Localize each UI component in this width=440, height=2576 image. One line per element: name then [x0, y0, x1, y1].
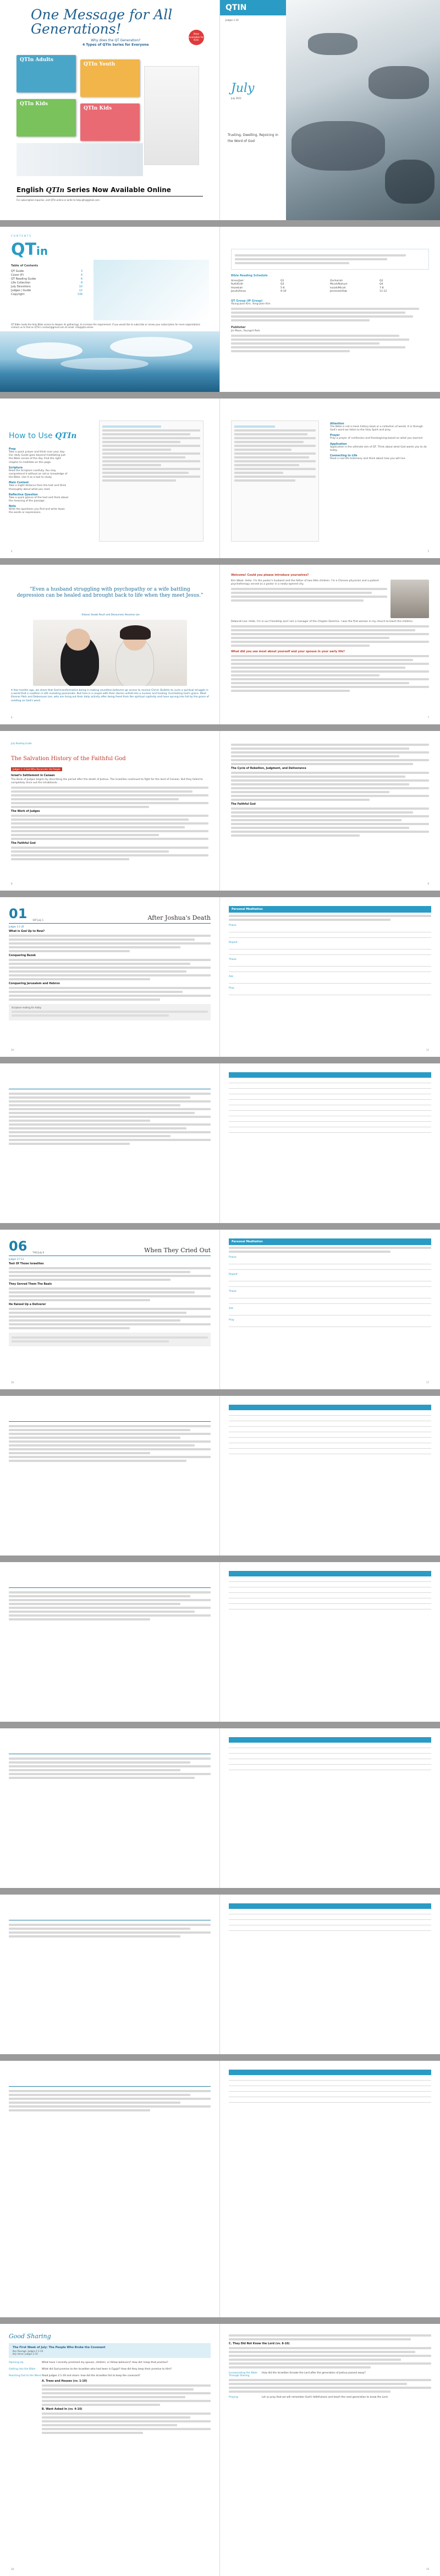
step-title: Prep: [9, 448, 16, 451]
day-subhead: Test Of Those Israelites: [9, 1263, 44, 1265]
meditation-page-filler: [220, 1396, 440, 1556]
page-number: 6: [11, 716, 13, 719]
step-title: Prayer: [330, 434, 340, 438]
gs-passage: Key Passage: Judges 2:1-19: [13, 2349, 43, 2353]
verse-box: [231, 249, 429, 270]
meditation-label: Ask: [229, 1307, 234, 1310]
cover-issue: Judges 1-10: [226, 19, 239, 21]
toc-label: July Devotions: [11, 285, 31, 288]
toc-label: Copyright: [11, 292, 25, 296]
interview-photo: [391, 580, 429, 618]
book-title: QTIn Kids: [20, 101, 48, 107]
day-title: After Joshua's Death: [147, 914, 211, 921]
toc-note: QT Bible reads the Holy Bible verses to deepen its gatherings, to increase the requirement. If you would like to subscribe or renew your subscription for more organizations contact us to Text on QTIn's contact@gmail.com at email: info@qtin.online: [11, 323, 200, 329]
schedule-row: Jonah/Amos 9-10 Jeremiah/Hab 11-12: [231, 290, 387, 293]
aside-label: Scripture reading for today: [12, 1006, 42, 1009]
gs-row-text: Read Judges 2:1-19 and share: how did the Israelites fail to keep the covenant?: [42, 2374, 140, 2377]
day-date: SAT July 1: [32, 919, 44, 921]
schedule-title: Bible Reading Schedule: [231, 274, 268, 277]
meditation-label: Praise: [229, 1256, 237, 1259]
day-subhead: He Raised Up a Deliverer: [9, 1303, 46, 1306]
pull-quote: "Even a husband struggling with psychopathy or a wife battling depression can be healed and brought back to life when they meet Jesus.": [16, 587, 204, 598]
gs-row-text: What did God promise to the Israelites who had been in Egypt? How did they keep their promise to Him?: [42, 2367, 172, 2371]
sample-page-image: [231, 421, 319, 542]
gs-point: C. They Did Not Know the Lord (vv. 8-10): [229, 2343, 290, 2345]
section-subhead: The Faithful God: [231, 803, 256, 806]
gs-row-text: Let us pray that we will remember God's faithfulness and teach the next generation to know the Lord.: [262, 2396, 388, 2399]
spread-day-filler: [0, 1063, 440, 1223]
devotion-page: [0, 897, 220, 1057]
day-ref: Judges 1:1-26: [9, 925, 24, 928]
step-text: Read the Scripture carefully. You may comprehend it without an aid or knowledge of the Bible. Use it as a tool to study.: [9, 469, 68, 479]
meditation-page-filler: [220, 1895, 440, 2054]
gs-header-text: The First Week of July: The People Who Broke the Covenant: [13, 2346, 106, 2349]
devotion-page-filler: [0, 2061, 220, 2317]
spread-day-filler: [0, 2061, 440, 2317]
page-number: 17: [426, 1381, 429, 1384]
writing-line[interactable]: [229, 1322, 431, 1327]
step-text: Write the questions you find and write down the words or expressions.: [9, 508, 65, 515]
meditation-page-filler: [220, 1728, 440, 1888]
day-subhead: What is God Up to Now?: [9, 930, 45, 933]
meditation-label: Pray: [229, 1319, 234, 1322]
scripture-aside: [9, 1004, 211, 1020]
toc-row[interactable]: [11, 293, 82, 297]
toc-page: 136: [77, 292, 82, 296]
page-number: 10: [11, 1049, 14, 1051]
section-subhead: Israel's Settlement in Canaan: [11, 774, 55, 777]
interview-heading: Welcome! Could you please introduce yourselves?: [231, 574, 309, 577]
couple-photo: [33, 620, 187, 686]
spread-day-filler: [0, 1895, 440, 2054]
good-sharing-header: [9, 2343, 211, 2358]
writing-line[interactable]: [229, 927, 431, 932]
toc-page: 8: [80, 281, 82, 285]
toc-row[interactable]: [11, 289, 82, 293]
ad-banner-title: One Message for All Generations!: [31, 7, 173, 37]
devotion-page-filler: [0, 1728, 220, 1888]
cover-vertical: July 2023: [231, 97, 241, 100]
book-cover: [80, 103, 140, 141]
writing-line[interactable]: [229, 1281, 431, 1287]
interview-page: [0, 565, 220, 724]
gs-key-verse: Key Verse: Judges 2:10: [13, 2352, 38, 2355]
toc-row[interactable]: [11, 270, 82, 274]
contents-page: [0, 227, 220, 392]
page-number: 11: [426, 1049, 429, 1051]
spread-day-filler: [0, 1728, 440, 1888]
toc-title: Table of Contents: [11, 264, 38, 268]
gs-question-row: [229, 2372, 431, 2377]
gs-point: B. Want Asked In (vv. 4-10): [42, 2408, 82, 2411]
page-number: 9: [427, 882, 429, 885]
gs-row-label: Reaching Out to the Word: [9, 2374, 41, 2377]
gs-row-label: Getting into the Bible: [9, 2367, 36, 2371]
interview-text: Deborah Lee: Hello. I'm in our friendship and I am a manager of the Chapter Doctrine. I was the first woman in my church to teach the children.: [231, 620, 414, 623]
reading-guide-page-right: [220, 731, 440, 891]
day-subhead: They Served Them The Baals: [9, 1283, 52, 1286]
section-title: The Salvation History of the Faithful God: [11, 756, 126, 762]
gs-row-label: Incorporating the Bible Through Sharing: [229, 2372, 257, 2377]
writing-line[interactable]: [229, 1259, 431, 1264]
page-number: 4: [11, 550, 13, 553]
book-title: QTIn Adults: [20, 57, 53, 63]
section-subhead: The Cycle of Rebellion, Judgment, and Deliverance: [231, 767, 306, 770]
writing-line[interactable]: [229, 978, 431, 984]
sample-page-image: [99, 421, 204, 542]
step-text: Application is the ultimate aim of QT. Think about what God wants you to do today.: [330, 445, 427, 452]
ad-footer-suffix: Series Now Available Online: [64, 186, 171, 194]
page-number: 19: [426, 2568, 429, 2570]
interview-text: Kim Wook: Hello. I'm the pastor's husband and the father of two little children. I'm a Chinese physician and a patient psychotherapy served as a pastor in a newly-opened city.: [231, 579, 379, 586]
logo-q: QT: [11, 240, 36, 259]
writing-line[interactable]: [229, 1293, 431, 1298]
logo-in: in: [36, 244, 48, 258]
schedule-row: Hezekiah 5-6 Isaiah/Micah 7-8: [231, 286, 384, 290]
ad-footer-title: [16, 186, 203, 194]
good-sharing-page: [0, 2324, 220, 2576]
step-title: Main Content: [9, 482, 29, 485]
ad-footer-prefix: English: [16, 186, 46, 194]
writing-line[interactable]: [229, 1264, 431, 1270]
cover-spine: [220, 0, 286, 220]
writing-line[interactable]: [229, 967, 431, 972]
day-number: 01: [9, 906, 28, 921]
toc-label: Cover (P): [11, 273, 24, 277]
book-stack: [16, 55, 204, 179]
section-text: The Book of Judges begins by describing the period after the death of Joshua. The Israelites continued to fight for the land of Canaan. But they failed to completely drive out the inhabitants.: [11, 778, 203, 785]
writing-line[interactable]: [229, 1298, 431, 1304]
devotion-page-filler: [0, 1562, 220, 1722]
ad-footer-note: For subscription inquiries, visit QTIn.online or write to help.qtin@gmail.com: [16, 199, 100, 201]
good-sharing-page-right: [220, 2324, 440, 2576]
day-subhead: Conquering Bezek: [9, 954, 36, 957]
day-subhead: Conquering Jerusalem and Hebron: [9, 983, 60, 985]
reading-guide-page: [0, 731, 220, 891]
how-to-use-brand: QTIn: [55, 432, 77, 440]
devotion-page-filler: [0, 1396, 220, 1556]
step-text: Read a real-life testimony and think about how you will live.: [330, 457, 406, 461]
interview-caption: A few months ago, we share that God transformative being is making countless believers go across to receive Christ. Bulletin to cycle a spiritual struggle in a world that a coalition is still revealing passionate. But here is a couple with their stories unfold into a nuclear and healing. Everlasting God's grace. Meet Eleanor Park and Deborouse Lee, who are living out their daily activity after being freed from the spiritual captivity and have sprung into full by the grace of residing on God's word.: [11, 689, 209, 702]
how-steps-right: [330, 421, 429, 461]
step-title: Scripture: [9, 466, 23, 470]
toc-page: 10: [79, 285, 82, 288]
book-title: QTIn Youth: [84, 62, 116, 67]
ad-page: [0, 0, 220, 220]
cover-rock-painting: [286, 0, 440, 220]
writing-line[interactable]: [229, 1310, 431, 1316]
ad-footer-brand: QTIn: [46, 186, 65, 194]
cover-tagline: Trusting, Dwelling, Rejoicing in the Word of God: [228, 133, 278, 143]
spread-interview: [0, 565, 440, 724]
toc-row[interactable]: [11, 274, 82, 277]
schedule-table: [231, 280, 429, 294]
day-ref: Judges 3:7-11: [9, 1258, 24, 1260]
meditation-label: Repent: [229, 1273, 238, 1276]
group-text: Young-Joon Kim, Yong-Joon Kim: [231, 303, 271, 305]
meditation-label: Praise: [229, 924, 237, 927]
spread-day-filler: [0, 1562, 440, 1722]
schedule-row: Amos/Joel Q1 Zechariah Q2: [231, 279, 383, 282]
gs-question-row: [9, 2368, 211, 2371]
spread-good-sharing: [0, 2324, 440, 2576]
spread-day-01: [0, 897, 440, 1057]
ad-footer: [16, 186, 203, 201]
page-number: 7: [427, 716, 429, 719]
step-text: Take a quick prayer and think over your day. Our daily Guide goes beyond meditating just the Bible verses of the day. Find the right chapter to meditate on this page.: [9, 451, 66, 464]
toc-page: 6: [80, 277, 82, 281]
writing-line[interactable]: [229, 944, 431, 949]
toc-label: Life Collection: [11, 281, 31, 285]
devotion-page-filler: [0, 1063, 220, 1223]
writing-line[interactable]: [229, 1276, 431, 1281]
toc-label: QT Guide: [11, 269, 24, 273]
subsection-tag: Judges 1: A God Who Reconciles His People: [11, 767, 62, 771]
meditation-page-filler: [220, 1063, 440, 1223]
step-title: Application: [330, 443, 347, 446]
step-text: Pray a prayer of confession and thanksgiving based on what you learned.: [330, 437, 424, 440]
day-title: When They Cried Out: [144, 1247, 211, 1254]
gs-row-text: What have I recently promised my spouse, children, or fellow believers? How did I keep that promise?: [42, 2361, 168, 2364]
meditation-page: [220, 1230, 440, 1389]
how-to-use-page: [0, 399, 220, 558]
schedule-row: Ruth/Esth Q3 Micah/Nahum Q4: [231, 283, 383, 286]
meditation-label: Repent: [229, 941, 238, 944]
toc-row[interactable]: [11, 281, 82, 285]
toc-label: Judges / Guide: [11, 288, 31, 292]
spread-reading-guide: [0, 731, 440, 891]
spread-how-to-use: [0, 399, 440, 558]
book-title: QTIn Kids: [84, 106, 112, 111]
scripture-aside: [9, 1333, 211, 1346]
step-title: Attention: [330, 423, 344, 425]
reading-guide-label: July Reading Guide: [11, 742, 32, 745]
toc-page: 12: [79, 288, 82, 292]
gs-question-row: [229, 2396, 431, 2399]
cover-month: July: [231, 81, 255, 95]
toc-page: 4: [80, 273, 82, 277]
interview-page-right: [220, 565, 440, 724]
page-number: 18: [11, 2568, 14, 2570]
toc-page: 3: [80, 269, 82, 273]
section-subhead: The Faithful God: [11, 842, 36, 845]
gs-row-label: Praying: [229, 2396, 238, 2399]
meditation-label: Ask: [229, 975, 234, 978]
meditation-title: Personal Meditation: [229, 1238, 431, 1245]
meditation-page: [220, 897, 440, 1057]
page-number: 5: [427, 550, 429, 553]
schedule-page: [220, 227, 440, 392]
day-date: THU July 6: [32, 1251, 45, 1254]
meditation-label: Pray: [229, 987, 234, 990]
quote-author: - Eleanor Seowk Pouch and Devourness Hovsmon Lee: [80, 613, 140, 616]
spread-day-06: [0, 1230, 440, 1389]
qtin-logo: [11, 240, 48, 259]
spread-cover: [0, 0, 440, 220]
ad-subtitle-line-1: Why does the QT Generation?: [91, 39, 141, 42]
kids-badge: Now available for Kids: [189, 30, 204, 45]
ad-subtitle-line-2: 4 Types of QTIn Series for Everyone: [82, 42, 149, 47]
cover-page: [220, 0, 440, 220]
meditation-page-filler: [220, 2061, 440, 2317]
how-to-use-page-right: [220, 399, 440, 558]
book-cover: [16, 99, 76, 137]
step-title: Note: [9, 505, 16, 509]
gs-row-label: Opening Up: [9, 2361, 24, 2364]
step-text: Take a quick glance of the text and think about the meaning of the passage.: [9, 496, 69, 503]
day-number: 06: [9, 1238, 28, 1254]
how-to-use-prefix: How to Use: [9, 432, 56, 440]
how-to-use-title: [9, 432, 76, 440]
writing-line[interactable]: [229, 932, 431, 938]
toc-label: QT Reading Guide: [11, 277, 36, 281]
book-cover: [80, 59, 140, 97]
page-number: 16: [11, 1381, 14, 1384]
publisher-label: Publisher: [231, 326, 246, 330]
devotion-page-filler: [0, 1895, 220, 2054]
meditation-label: Thank: [229, 958, 237, 961]
gs-row-text: How did the Israelites forsake the Lord after the generation of Joshua passed away?: [262, 2372, 366, 2375]
meditation-title: Personal Meditation: [229, 906, 431, 913]
how-steps: [9, 446, 69, 515]
interview-heading: What did you see most about yourself and your spouse in your early life?: [231, 650, 345, 653]
sky-photo: [0, 331, 219, 392]
step-title: Connecting to Life: [330, 455, 358, 458]
group-title: QT Group (IP Group): [231, 299, 263, 303]
writing-line[interactable]: [229, 961, 431, 967]
toc-row[interactable]: [11, 277, 82, 281]
spread-day-filler: [0, 1396, 440, 1556]
contents-label: CONTENTS: [11, 234, 32, 237]
meditation-label: Thank: [229, 1290, 237, 1293]
writing-line[interactable]: [229, 949, 431, 955]
gs-question-row: [9, 2361, 211, 2365]
section-subhead: The Work of Judges: [11, 810, 40, 814]
gs-point: A. Trees and Houses (vv. 1-10): [42, 2379, 87, 2383]
cover-brand: QTIN: [220, 0, 286, 15]
writing-line[interactable]: [229, 990, 431, 995]
spread-contents: [0, 227, 440, 392]
step-text: The Bible is not a mere history book or a collection of words. It is through God's word we listen to the Holy Spirit and pray.: [330, 425, 423, 432]
meditation-page-filler: [220, 1562, 440, 1722]
toc-row[interactable]: [11, 285, 82, 289]
page-number: 8: [11, 882, 13, 885]
step-text: Take a slight distance from the text and think thoroughly about what you read.: [9, 484, 67, 491]
publisher-text: Jin Moon, Youngsil Park: [231, 329, 260, 332]
book-cover: [16, 55, 76, 92]
ad-subtitle: [82, 39, 149, 47]
gs-question-row: [9, 2375, 211, 2378]
step-title: Reflective Question: [9, 493, 38, 496]
good-sharing-title: Good Sharing: [9, 2333, 51, 2340]
toc: [11, 264, 82, 297]
devotion-page: [0, 1230, 220, 1389]
